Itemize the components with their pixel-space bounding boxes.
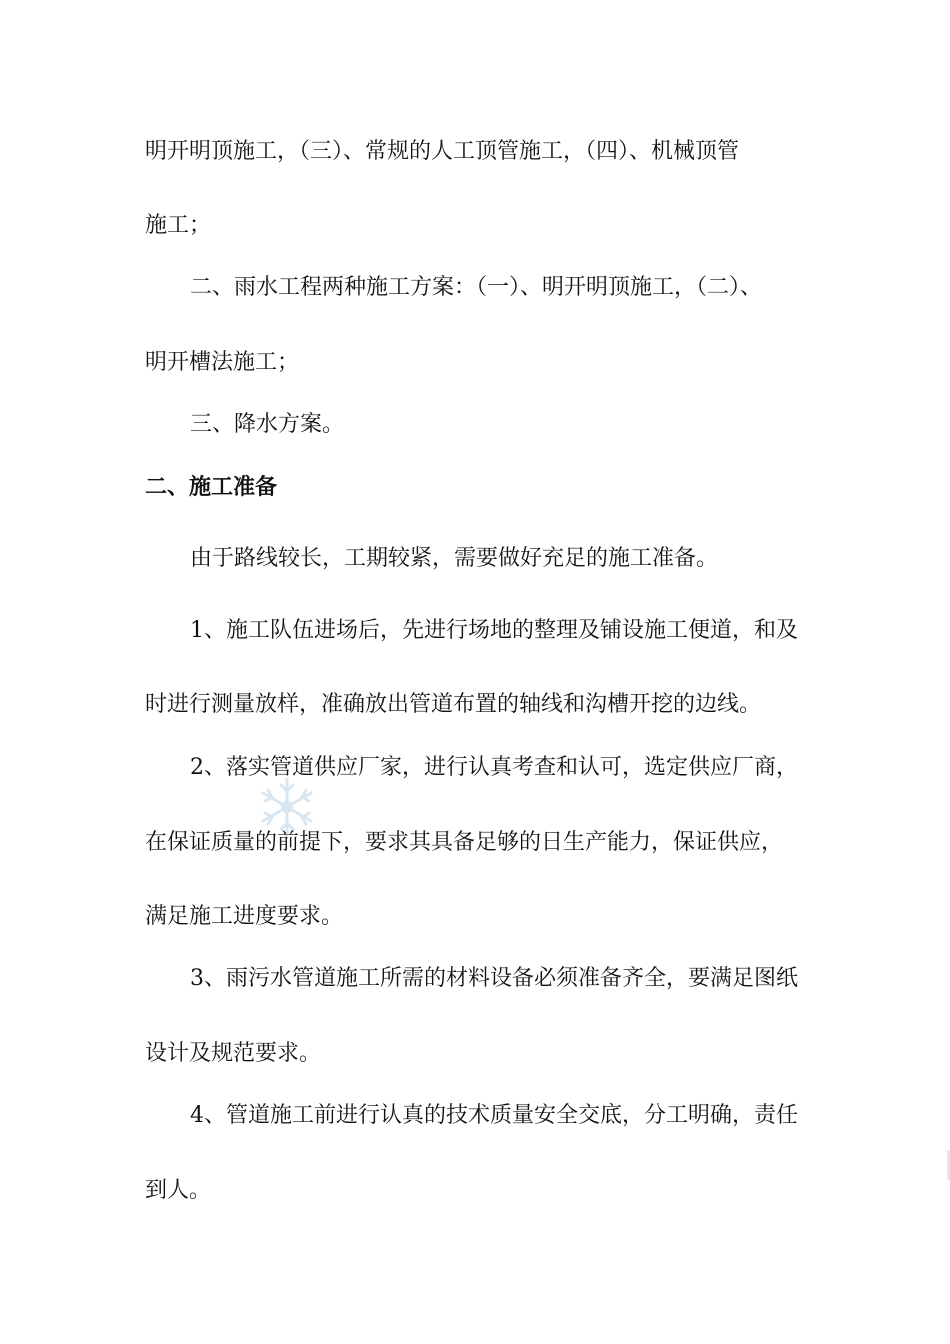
- text-line: 时进行测量放样，准确放出管道布置的轴线和沟槽开挖的边线。: [145, 692, 762, 717]
- snowflake-watermark-icon: [255, 775, 319, 839]
- section-heading: 二、施工准备: [145, 475, 278, 500]
- text-line: 明开槽法施工；: [145, 350, 300, 375]
- text-line: 三、降水方案。: [190, 412, 345, 437]
- text-line: 2、落实管道供应厂家，进行认真考查和认可，选定供应厂商，: [190, 755, 798, 780]
- text-line: 3、雨污水管道施工所需的材料设备必须准备齐全，要满足图纸: [190, 966, 798, 991]
- text-line: 由于路线较长，工期较紧，需要做好充足的施工准备。: [190, 546, 719, 571]
- text-line: 明开明顶施工，（三）、常规的人工顶管施工，（四）、机械顶管: [145, 139, 740, 164]
- text-line: 设计及规范要求。: [145, 1041, 322, 1066]
- text-line: 满足施工进度要求。: [145, 904, 344, 929]
- text-line: 施工；: [145, 213, 212, 238]
- text-line: 在保证质量的前提下，要求其具备足够的日生产能力，保证供应，: [145, 830, 784, 855]
- text-line: 1、施工队伍进场后，先进行场地的整理及铺设施工便道，和及: [190, 618, 798, 643]
- text-line: 二、雨水工程两种施工方案：（一）、明开明顶施工，（二）、: [190, 275, 763, 300]
- text-line: 4、管道施工前进行认真的技术质量安全交底，分工明确，责任: [190, 1103, 798, 1128]
- text-line: 到人。: [145, 1178, 212, 1203]
